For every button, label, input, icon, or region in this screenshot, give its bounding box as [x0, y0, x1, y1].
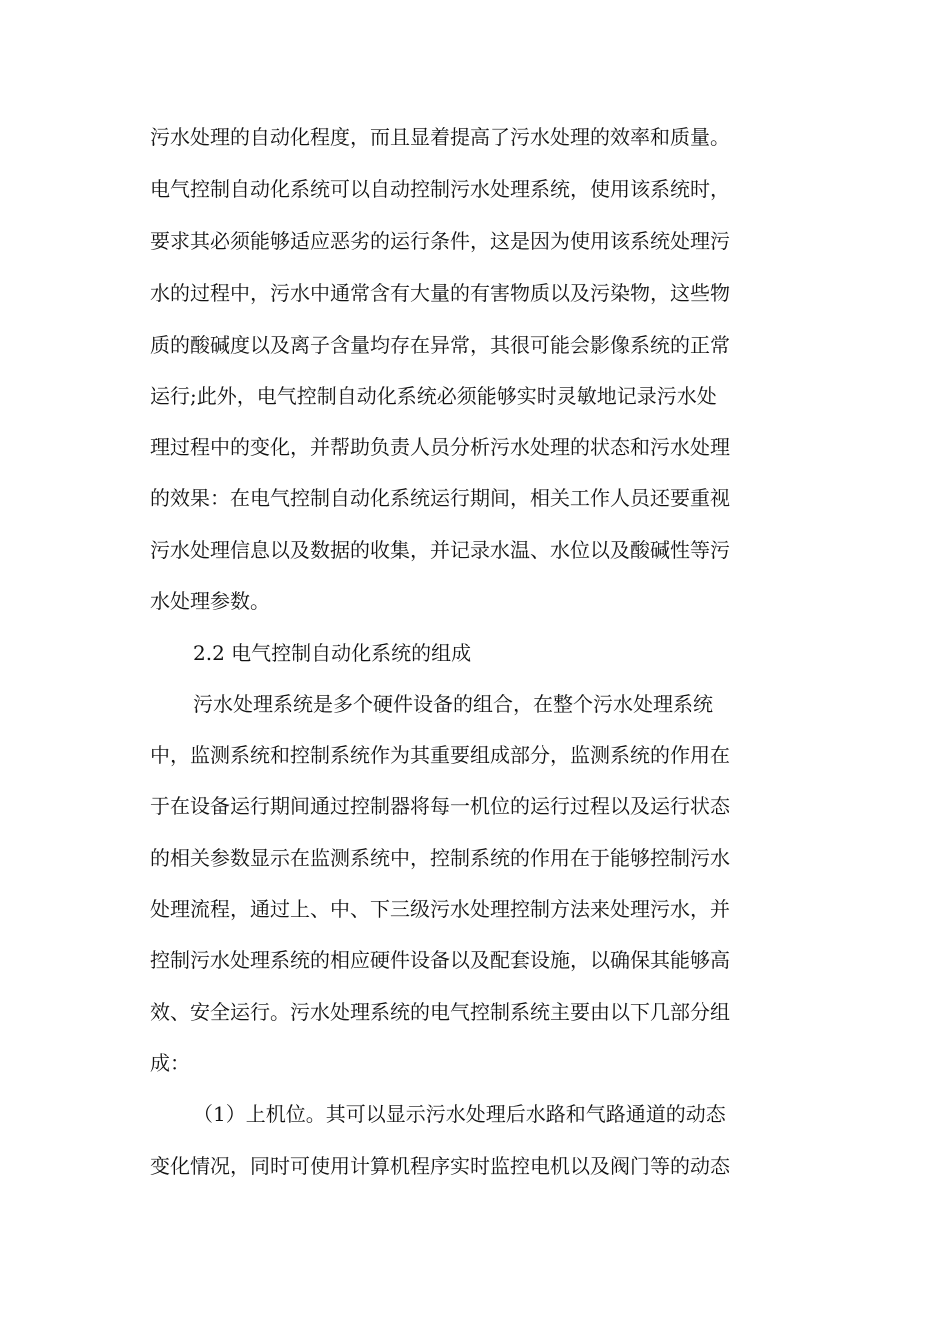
- text-line: 要求其必须能够适应恶劣的运行条件，这是因为使用该系统处理污: [150, 229, 730, 253]
- text-line: 污水处理系统是多个硬件设备的组合，在整个污水处理系统: [193, 692, 713, 716]
- text-line: 成：: [150, 1051, 190, 1075]
- text-line: 控制污水处理系统的相应硬件设备以及配套设施，以确保其能够高: [150, 948, 730, 972]
- text-line: 的相关参数显示在监测系统中，控制系统的作用在于能够控制污水: [150, 846, 730, 870]
- text-line: 运行;此外，电气控制自动化系统必须能够实时灵敏地记录污水处: [150, 384, 717, 408]
- text-line: 污水处理信息以及数据的收集，并记录水温、水位以及酸碱性等污: [150, 538, 730, 562]
- text-line: 水的过程中，污水中通常含有大量的有害物质以及污染物，这些物: [150, 281, 730, 305]
- text-line: 效、安全运行。污水处理系统的电气控制系统主要由以下几部分组: [150, 1000, 730, 1024]
- text-line: 质的酸碱度以及离子含量均存在异常，其很可能会影像系统的正常: [150, 333, 730, 357]
- section-heading: 2.2 电气控制自动化系统的组成: [193, 641, 472, 665]
- text-line: 电气控制自动化系统可以自动控制污水处理系统，使用该系统时，: [150, 177, 730, 201]
- text-line: 污水处理的自动化程度，而且显着提高了污水处理的效率和质量。: [150, 125, 730, 149]
- text-line: 变化情况，同时可使用计算机程序实时监控电机以及阀门等的动态: [150, 1154, 730, 1178]
- text-line: （1）上机位。其可以显示污水处理后水路和气路通道的动态: [193, 1102, 726, 1126]
- text-line: 于在设备运行期间通过控制器将每一机位的运行过程以及运行状态: [150, 794, 730, 818]
- text-line: 中，监测系统和控制系统作为其重要组成部分，监测系统的作用在: [150, 743, 730, 767]
- text-line: 水处理参数。: [150, 589, 270, 613]
- text-line: 的效果：在电气控制自动化系统运行期间，相关工作人员还要重视: [150, 486, 730, 510]
- text-line: 处理流程，通过上、中、下三级污水处理控制方法来处理污水，并: [150, 897, 730, 921]
- text-line: 理过程中的变化，并帮助负责人员分析污水处理的状态和污水处理: [150, 435, 730, 459]
